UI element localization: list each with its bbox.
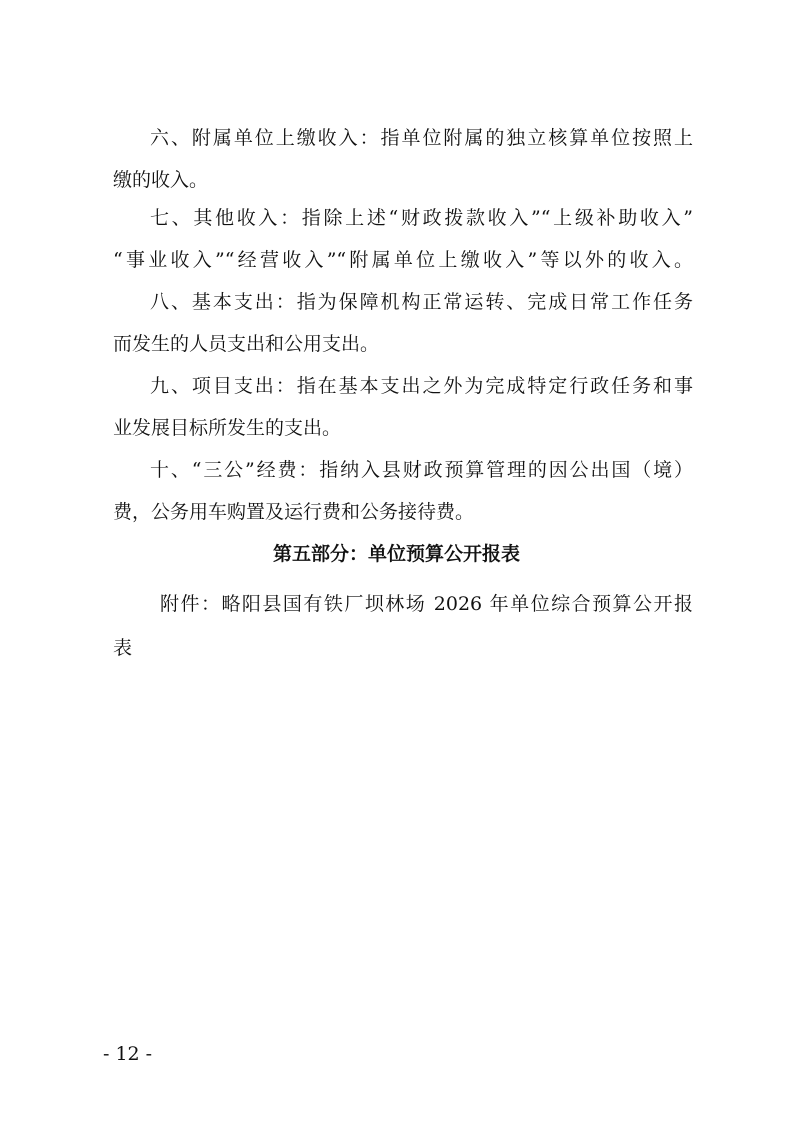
paragraph-8-line-2: 而发生的人员支出和公用支出。 <box>113 333 380 355</box>
paragraph-9-line-2: 业发展目标所发生的支出。 <box>113 417 342 439</box>
attachment-line-1: 附件：略阳县国有铁厂坝林场 2026 年单位综合预算公开报 <box>160 593 693 615</box>
paragraph-7-line-1: 七、其他收入：指除上述“财政拨款收入”“上级补助收入” <box>150 207 693 229</box>
paragraph-6-line-1: 六、附属单位上缴收入：指单位附属的独立核算单位按照上 <box>150 127 693 149</box>
paragraph-8-line-1: 八、基本支出：指为保障机构正常运转、完成日常工作任务 <box>150 291 693 313</box>
paragraph-6-line-2: 缴的收入。 <box>113 169 209 191</box>
paragraph-10-line-1: 十、“三公”经费：指纳入县财政预算管理的因公出国（境） <box>150 459 693 481</box>
page-number: - 12 - <box>103 1043 153 1065</box>
paragraph-9-line-1: 九、项目支出：指在基本支出之外为完成特定行政任务和事 <box>150 375 693 397</box>
paragraph-7-line-2: “事业收入”“经营收入”“附属单位上缴收入”等以外的收入。 <box>113 249 693 271</box>
section-title: 第五部分：单位预算公开报表 <box>272 543 520 565</box>
paragraph-10-line-2: 费，公务用车购置及运行费和公务接待费。 <box>113 501 475 523</box>
attachment-line-2: 表 <box>113 637 133 659</box>
